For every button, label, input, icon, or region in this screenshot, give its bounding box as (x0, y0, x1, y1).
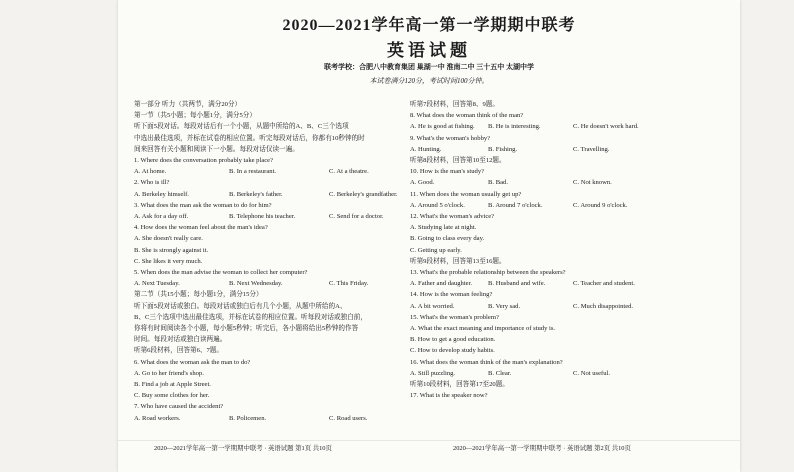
answer-options-row (410, 144, 728, 155)
text-line: 中选出最佳选项，并标在试卷的相应位置。听完每段对话后，你都有10秒钟的时 (134, 134, 365, 142)
text-line: 4. How does the woman feel about the man's idea? (134, 224, 268, 232)
answer-option-b: B. Husband and wife. (488, 280, 546, 288)
text-line: 2. Who is ill? (134, 179, 170, 187)
text-line: 10. How is the man's study? (410, 168, 485, 176)
answer-option-b: B. Telephone his teacher. (229, 213, 296, 221)
answer-option-a: A. Road workers. (134, 414, 181, 422)
answer-option-a: A. Berkeley himself. (134, 190, 189, 198)
answer-option-c: C. Road users. (329, 414, 368, 422)
text-line: 9. What's the woman's hobby? (410, 134, 491, 142)
answer-options-row (134, 278, 419, 289)
answer-option-c: C. Travelling. (573, 145, 610, 153)
answer-option-b: B. In a restaurant. (229, 168, 277, 176)
answer-option-c: C. He doesn't work hard. (573, 123, 639, 131)
text-line: 12. What's the woman's advice? (410, 213, 495, 221)
text-line: 3. What does the man ask the woman to do for him? (134, 201, 272, 209)
answer-option-a: A. Still puzzling. (410, 369, 456, 377)
text-line: 听第7段材料，回答第8、9题。 (410, 101, 500, 108)
text-line: A. She doesn't really care. (134, 235, 203, 243)
text-line: 17. What is the speaker now? (410, 392, 488, 400)
footer-divider (118, 440, 740, 441)
text-line: C. How to develop study habits. (410, 347, 495, 355)
answer-option-b: B. Berkeley's father. (229, 190, 283, 198)
text-line: 第二节（共15小题；每小题1分，满分15分） (134, 291, 263, 299)
answer-option-b: B. Fishing. (488, 145, 518, 153)
text-line: 听下面5段对话。每段对话后有一个小题，从题中所给的A、B、C三个选项 (134, 123, 349, 131)
left-column (134, 99, 419, 424)
answer-options-row (134, 211, 419, 222)
participating-schools: 联考学校：合肥八中教育集团 巢湖一中 淮南二中 三十五中 太湖中学 (324, 63, 534, 71)
answer-option-a: A. Hunting. (410, 145, 442, 153)
text-line: 第一部分 听力（共两节，满分20分） (134, 101, 242, 108)
answer-option-a: A. Around 5 o'clock. (410, 201, 465, 209)
answer-options-row (410, 368, 728, 379)
text-line: 15. What's the woman's problem? (410, 313, 499, 321)
answer-option-a: A. At home. (134, 168, 167, 176)
text-line: B. How to get a good education. (410, 336, 496, 344)
text-line: A. Studying late at night. (410, 224, 477, 232)
answer-options-row (410, 301, 728, 312)
answer-option-a: A. Ask for a day off. (134, 213, 189, 221)
answer-options-row (134, 189, 419, 200)
answer-option-b: B. Next Wednesday. (229, 280, 283, 288)
answer-option-b: B. Bad. (488, 179, 508, 187)
answer-option-c: C. Berkeley's grandfather. (329, 190, 398, 198)
answer-option-a: A. Good. (410, 179, 435, 187)
text-line: B. Going to class every day. (410, 235, 485, 243)
text-line: 时间。每段对话或独白读两遍。 (134, 336, 227, 344)
text-line: 间来回答有关小题和阅读下一小题。每段对话仅读一遍。 (134, 145, 299, 153)
text-line: 13. What's the probable relationship between the speakers? (410, 269, 566, 277)
exam-subtitle: 英语试题 (387, 41, 471, 60)
answer-option-c: C. Not useful. (573, 369, 610, 377)
text-line: 听第6段材料，回答第6、7题。 (134, 347, 224, 355)
answer-option-c: C. Much disappointed. (573, 302, 634, 310)
answer-option-b: B. Clear. (488, 369, 512, 377)
answer-option-c: C. Send for a doctor. (329, 213, 384, 221)
text-line: 14. How is the woman feeling? (410, 291, 493, 299)
answer-options-row (134, 413, 419, 424)
text-line: 听下面5段对话或独白。每段对话或独白后有几个小题，从题中所给的A、 (134, 302, 347, 310)
text-line: B. Find a job at Apple Street. (134, 381, 211, 389)
text-line: 听第8段材料，回答第10至12题。 (410, 157, 506, 165)
exam-note: 本试卷满分120分，考试时间100分钟。 (369, 77, 489, 85)
footer-page-1: 2020—2021学年高一第一学期期中联考 · 英语试题 第1页 共10页 (154, 445, 332, 452)
text-line: 8. What does the woman think of the man? (410, 112, 524, 120)
answer-options-row (410, 278, 728, 289)
text-line: A. What the exact meaning and importance of study is. (410, 325, 556, 333)
text-line: 听第10段材料，回答第17至20题。 (410, 381, 509, 389)
text-line: 16. What does the woman think of the man's explanation? (410, 358, 563, 366)
text-line: C. Buy some clothes for her. (134, 392, 210, 400)
answer-option-a: A. Father and daughter. (410, 280, 473, 288)
answer-option-a: A. Next Tuesday. (134, 280, 180, 288)
text-line: B. She is strongly against it. (134, 246, 209, 254)
text-line: A. Go to her friend's shop. (134, 369, 204, 377)
right-column (410, 99, 728, 401)
text-line: 11. When does the woman usually get up? (410, 190, 522, 198)
answer-options-row (410, 121, 728, 132)
text-line: C. She likes it very much. (134, 257, 203, 265)
answer-option-b: B. Very sad. (488, 302, 521, 310)
answer-option-c: C. Not known. (573, 179, 612, 187)
answer-option-b: B. He is interesting. (488, 123, 541, 131)
answer-option-b: B. Policemen. (229, 414, 267, 422)
answer-option-c: C. This Friday. (329, 280, 369, 288)
text-line: 5. When does the man advise the woman to collect her computer? (134, 269, 308, 277)
answer-option-c: C. Teacher and student. (573, 280, 635, 288)
text-line: 7. Who have caused the accident? (134, 403, 224, 411)
answer-option-c: C. At a theatre. (329, 168, 369, 176)
text-line: C. Getting up early. (410, 246, 462, 254)
text-line: B、C三个选项中选出最佳选项，并标在试卷的相应位置。听每段对话或独白前， (134, 313, 367, 321)
answer-option-a: A. A bit worried. (410, 302, 455, 310)
answer-option-c: C. Around 9 o'clock. (573, 201, 628, 209)
exam-title: 2020—2021学年高一第一学期期中联考 (282, 17, 576, 34)
answer-option-a: A. He is good at fishing. (410, 123, 475, 131)
text-line: 第一节（共5小题；每小题1分，满分5分） (134, 112, 256, 120)
exam-sheet (118, 0, 740, 472)
footer-page-2: 2020—2021学年高一第一学期期中联考 · 英语试题 第2页 共10页 (453, 445, 631, 452)
text-line: 1. Where does the conversation probably take place? (134, 157, 274, 165)
text-line: 你将有时间阅读各个小题，每小题5秒钟；听完后，各小题将给出5秒钟的作答 (134, 325, 359, 333)
answer-option-b: B. Around 7 o'clock. (488, 201, 543, 209)
text-line: 听第9段材料，回答第13至16题。 (410, 257, 506, 265)
text-line: 6. What does the woman ask the man to do? (134, 358, 251, 366)
answer-options-row (410, 177, 728, 188)
answer-options-row (410, 200, 728, 211)
answer-options-row (134, 166, 419, 177)
